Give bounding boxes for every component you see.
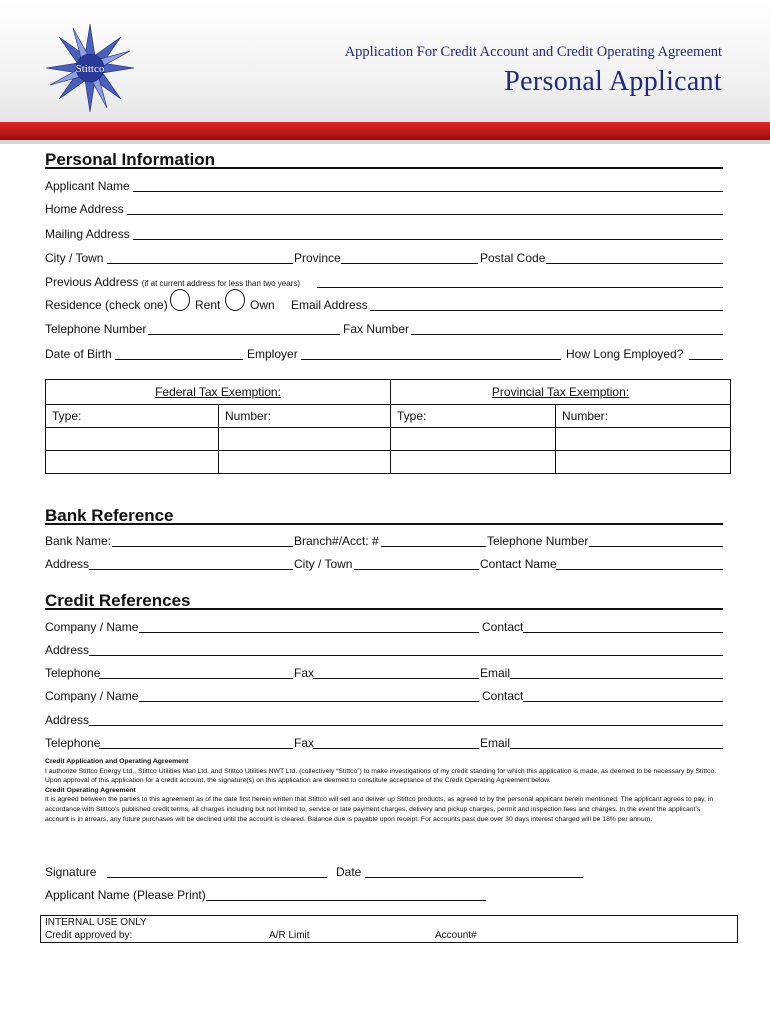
mailing-address-label: Mailing Address — [45, 227, 130, 241]
logo-text: Stittco — [75, 63, 105, 75]
bank-city-field[interactable] — [354, 569, 479, 570]
mailing-address-field[interactable] — [133, 239, 723, 240]
ref1-email-label: Email — [480, 666, 511, 680]
date-of-birth-label: Date of Birth — [45, 347, 112, 361]
ref1-address-label: Address — [45, 643, 90, 657]
ref2-contact-field[interactable] — [523, 701, 723, 702]
terms-op-text: It is agreed between the parties to this agreement as of the date first herein written that Stittco will sell and deliver up Stittco products, as agreed to by the personal applicant herein mentioned. The applicant agrees to pay, in accordance with Stittco’s published credit terms, all charges including but not limited to, service or late payment charges, delivery and pickup charges, permit and inspection fees and charges. In the event the applicant’s account is in arrears, any future purchases will be declined until the account is cleared. Balance due is payable upon receipt. For accounts past due over 30 days interest charged will be 18% per annum. — [45, 796, 714, 823]
credit-approved-label: Credit approved by: — [45, 930, 133, 941]
applicant-name-label: Applicant Name — [45, 179, 130, 193]
email-address-field[interactable] — [370, 310, 723, 311]
federal-type-label: Type: — [46, 405, 219, 428]
bank-address-field[interactable] — [89, 569, 293, 570]
ref2-company-field[interactable] — [139, 701, 479, 702]
branch-acct-label: Branch#/Acct: # — [294, 534, 379, 548]
fax-number-field[interactable] — [411, 334, 723, 335]
ref1-fax-field[interactable] — [313, 678, 479, 679]
branch-acct-field[interactable] — [381, 546, 486, 547]
ref2-address-field[interactable] — [89, 725, 723, 726]
section-rule — [45, 523, 723, 525]
employer-label: Employer — [247, 347, 298, 361]
print-name-field[interactable] — [206, 900, 486, 901]
bank-city-label: City / Town — [294, 557, 353, 571]
ref1-fax-label: Fax — [294, 666, 315, 680]
ref2-company-label: Company / Name — [45, 689, 139, 703]
email-address-label: Email Address — [291, 298, 368, 312]
postal-code-label: Postal Code — [480, 251, 546, 265]
ref1-contact-field[interactable] — [523, 632, 723, 633]
previous-address-note: (if at current address for less than two years) — [141, 279, 301, 288]
federal-type-cell[interactable] — [46, 428, 219, 451]
terms-app-title: Credit Application and Operating Agreement — [45, 758, 189, 765]
provincial-number-label: Number: — [556, 405, 731, 428]
terms-block — [45, 757, 725, 824]
own-label: Own — [250, 298, 275, 312]
city-town-label: City / Town — [45, 251, 104, 265]
section-rule — [45, 608, 723, 610]
internal-use-title: INTERNAL USE ONLY — [45, 917, 147, 928]
city-town-field[interactable] — [107, 263, 293, 264]
ref2-telephone-label: Telephone — [45, 736, 101, 750]
applicant-name-field[interactable] — [133, 191, 723, 192]
previous-address-field[interactable] — [317, 287, 723, 288]
terms-app-text: I authorize Stittco Energy Ltd., Stittco Utilities Man Ltd. and Stittco Utilities NWT Ltd. (collectively “Stittco”) to make investigations of my credit standing for which this application is made, as deemed to be necessary by Stittco. Upon approval of this application for a credit account, the signature(s) on this application are deemed to constitute acceptance of the Credit Operating Agreement below. — [45, 767, 717, 785]
date-of-birth-field[interactable] — [115, 359, 243, 360]
ref2-contact-label: Contact — [482, 689, 524, 703]
terms-op-title: Credit Operating Agreement — [45, 786, 136, 794]
internal-use-box — [40, 915, 738, 943]
date-field[interactable] — [365, 877, 583, 878]
credit-references-heading: Credit References — [45, 591, 191, 610]
ref1-email-field[interactable] — [510, 678, 723, 679]
ref2-fax-label: Fax — [294, 736, 315, 750]
provincial-number-cell[interactable] — [556, 451, 731, 474]
ref1-telephone-field[interactable] — [99, 678, 293, 679]
employer-field[interactable] — [301, 359, 561, 360]
bank-address-label: Address — [45, 557, 90, 571]
bank-name-label: Bank Name: — [45, 534, 112, 548]
own-radio[interactable] — [225, 289, 245, 311]
bank-reference-heading: Bank Reference — [45, 506, 174, 525]
ar-limit-label: A/R Limit — [269, 930, 310, 941]
rent-label: Rent — [195, 298, 221, 312]
telephone-number-field[interactable] — [148, 334, 340, 335]
provincial-tax-header — [391, 380, 731, 405]
federal-tax-header — [46, 380, 391, 405]
postal-code-field[interactable] — [546, 263, 723, 264]
provincial-tax-title: Provincial Tax Exemption: — [491, 385, 630, 399]
previous-address-label — [45, 275, 300, 289]
ref2-address-label: Address — [45, 713, 90, 727]
ref2-telephone-field[interactable] — [99, 748, 293, 749]
rent-radio[interactable] — [170, 289, 190, 311]
province-field[interactable] — [341, 263, 478, 264]
ref2-email-field[interactable] — [510, 748, 723, 749]
previous-address-text: Previous Address — [45, 275, 139, 289]
home-address-label: Home Address — [45, 202, 124, 216]
print-name-label: Applicant Name (Please Print) — [45, 888, 206, 902]
signature-field[interactable] — [107, 877, 327, 878]
header-red-band — [0, 122, 770, 140]
federal-type-cell[interactable] — [46, 451, 219, 474]
how-long-employed-label: How Long Employed? — [566, 347, 684, 361]
provincial-type-cell[interactable] — [391, 428, 556, 451]
company-logo — [44, 22, 136, 114]
ref1-contact-label: Contact — [482, 620, 524, 634]
date-label: Date — [336, 865, 362, 879]
account-number-label: Account# — [435, 930, 477, 941]
provincial-number-cell[interactable] — [556, 428, 731, 451]
telephone-number-label: Telephone Number — [45, 322, 147, 336]
header-subtitle: Application For Credit Account and Credit Operating Agreement — [344, 44, 722, 60]
personal-info-heading: Personal Information — [45, 150, 216, 169]
ref1-address-field[interactable] — [89, 655, 723, 656]
page-title: Personal Applicant — [504, 66, 722, 97]
federal-number-cell[interactable] — [219, 451, 391, 474]
provincial-type-cell[interactable] — [391, 451, 556, 474]
signature-label: Signature — [45, 865, 97, 879]
header-shadow-band — [0, 140, 770, 144]
bank-telephone-field[interactable] — [589, 546, 723, 547]
bank-telephone-label: Telephone Number — [487, 534, 589, 548]
federal-number-cell[interactable] — [219, 428, 391, 451]
home-address-field[interactable] — [127, 214, 723, 215]
how-long-employed-field[interactable] — [689, 359, 723, 360]
province-label: Province — [294, 251, 341, 265]
provincial-type-label: Type: — [391, 405, 556, 428]
ref2-email-label: Email — [480, 736, 511, 750]
residence-label: Residence (check one) — [45, 298, 168, 312]
federal-number-label: Number: — [219, 405, 391, 428]
ref2-fax-field[interactable] — [313, 748, 479, 749]
federal-tax-title: Federal Tax Exemption: — [155, 385, 281, 399]
bank-contact-field[interactable] — [556, 569, 723, 570]
bank-contact-label: Contact Name — [480, 557, 557, 571]
ref1-telephone-label: Telephone — [45, 666, 101, 680]
section-rule — [45, 167, 723, 169]
ref1-company-label: Company / Name — [45, 620, 139, 634]
bank-name-field[interactable] — [112, 546, 293, 547]
tax-exemption-table — [45, 379, 731, 474]
ref1-company-field[interactable] — [139, 632, 479, 633]
fax-number-label: Fax Number — [343, 322, 410, 336]
